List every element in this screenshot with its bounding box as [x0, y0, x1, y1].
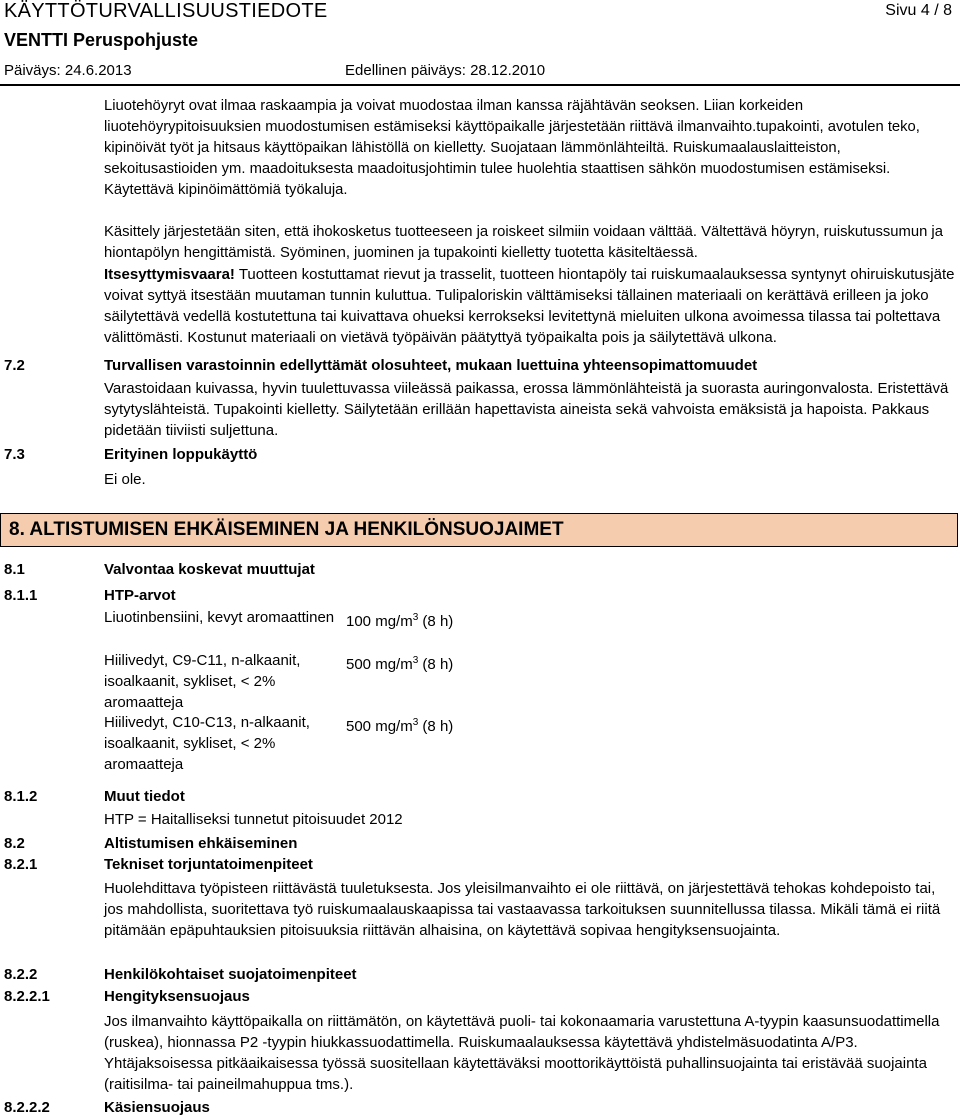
- handling-paragraph-3: [104, 264, 956, 348]
- product-name: VENTTI Peruspohjuste: [4, 30, 199, 50]
- section-number: 8.1: [4, 561, 25, 578]
- respiratory-protection-text: Jos ilmanvaihto käyttöpaikalla on riittämätön, on käytettävä puoli- tai kokonaamaria varustettuna A-tyypin kaasunsuodattimella (ruskea), hionnassa P2 -tyypin hiukkassuodattimella. Ruiskumaalauksessa käytettävä yhdistelmäsuodatinta A/P3. Yhtäjaksoisessa pitkäaikaisessa työssä suositellaan käytettäväksi moottorikäyttöistä puhallinsuojainta tai eristävää suojainta (raitisilma- tai paineilmahuppua tms.).: [104, 1013, 940, 1093]
- technical-measures-text: Huolehdittava työpisteen riittävästä tuuletuksesta. Jos yleisilmanvaihto ei ole riittävä, on järjestettävä tehokas kohdepoisto tai, jos mahdollista, suoritettava työ ruiskumaalauskaapissa tai vastaavassa tarkoituksen suunnitellussa tilassa. Mikäli tämä ei riitä pitämään epäpuhtauksien pitoisuuksia riittävän alhaisina, on käytettävä sopivaa hengityksensuojainta.: [104, 880, 941, 939]
- document-title: KÄYTTÖTURVALLISUUSTIEDOTE: [4, 0, 328, 22]
- end-use-text: Ei ole.: [104, 471, 146, 488]
- section-number: 8.2.1: [4, 856, 38, 873]
- limit-value: 100 $mg/m^3$ (8 h): [346, 612, 454, 630]
- substance-name: Liuotinbensiini, kevyt aromaattinen: [104, 609, 335, 626]
- handling-paragraph-1: Liuotehöyryt ovat ilmaa raskaampia ja voivat muodostaa ilman kanssa räjähtävän seoksen. Liian korkeiden liuotehöyrypitoisuuksien muodostumisen estämiseksi käyttöpaikalle järjestetään riittävä ilmanvaihto.tupakointi, avotulen teko, kipinöivät työt ja hitsaus käyttöpaikan lähistöllä on kielletty. Suojataan lämmönlähteiltä. Ruiskumaalauslaitteiston, sekoitusastioiden ym. maadoituksesta maadoitusjohtimin tulee huolehtia staattisen sähkön muodostumisen estämiseksi. Käytettävä kipinöimättömiä työkaluja.: [104, 98, 920, 198]
- handling-paragraph-2: Käsittely järjestetään siten, että ihokosketus tuotteeseen ja roiskeet silmiin voidaan välttää. Vältettävä höyryn, ruiskutussumun ja hiontapölyn hengittämistä. Syöminen, juominen ja tupakointi kielletty tuotetta käsiteltäessä.: [104, 224, 943, 261]
- section-heading: Altistumisen ehkäiseminen: [104, 835, 298, 852]
- self-ignition-warning: Itsesyttymisvaara!: [104, 266, 235, 283]
- section-number: 8.1.1: [4, 587, 38, 604]
- issue-date: Päiväys: 24.6.2013: [4, 62, 132, 79]
- section-number: 8.2.2.1: [4, 988, 50, 1005]
- section-heading: Valvontaa koskevat muuttujat: [104, 561, 315, 578]
- header-divider: [0, 84, 960, 86]
- section-heading: Erityinen loppukäyttö: [104, 446, 258, 463]
- section-number: 7.2: [4, 357, 25, 374]
- previous-date: Edellinen päiväys: 28.12.2010: [345, 62, 546, 79]
- limit-value: 500 $mg/m^3$ (8 h): [346, 655, 454, 673]
- section-heading: Hengityksensuojaus: [104, 988, 250, 1005]
- section-number: 8.1.2: [4, 788, 38, 805]
- section-heading: Käsiensuojaus: [104, 1099, 210, 1116]
- section-heading: Henkilökohtaiset suojatoimenpiteet: [104, 966, 357, 983]
- page-number: Sivu 4 / 8: [885, 2, 952, 19]
- section-number: 8.2: [4, 835, 25, 852]
- limit-value: 500 $mg/m^3$ (8 h): [346, 717, 454, 735]
- substance-name: Hiilivedyt, C10-C13, n-alkaanit, isoalkaanit, sykliset, < 2% aromaatteja: [104, 714, 310, 773]
- section-heading: Tekniset torjuntatoimenpiteet: [104, 856, 313, 873]
- section-number: 7.3: [4, 446, 25, 463]
- section-8-title: 8. ALTISTUMISEN EHKÄISEMINEN JA HENKILÖNSUOJAIMET: [9, 519, 564, 540]
- self-ignition-text: Tuotteen kostuttamat rievut ja trasselit, tuotteen hiontapöly tai ruiskumaalauksessa syntynyt ohiruiskutusjäte voivat syttyä itsestään muutaman tunnin kuluttua. Tulipaloriskin välttämiseksi tällainen materiaali on kerättävä erilleen ja joko säilytettävä vedellä kostutettuna tai kuivattava ohueksi kerrokseksi levitettynä mieluiten ulkona avoimessa tilassa tai poltettava välittömästi. Kostunut materiaali on vietävä työpäivän päätyttyä työpaikalta pois ja säilytettävä ulkona.: [104, 266, 955, 346]
- section-heading: HTP-arvot: [104, 587, 176, 604]
- section-heading: Turvallisen varastoinnin edellyttämät olosuhteet, mukaan luettuina yhteensopimattomuudet: [104, 357, 758, 374]
- storage-text: Varastoidaan kuivassa, hyvin tuulettuvassa viileässä paikassa, erossa lämmönlähteistä ja suorasta auringonvalosta. Eristettävä sytytyslähteistä. Tupakointi kielletty. Säilytetään erillään hapettavista aineista sekä vahvoista emäksistä ja hapoista. Pakkaus pidetään tiiviisti suljettuna.: [104, 380, 949, 439]
- substance-name: Hiilivedyt, C9-C11, n-alkaanit, isoalkaanit, sykliset, < 2% aromaatteja: [104, 652, 301, 711]
- section-number: 8.2.2: [4, 966, 38, 983]
- section-heading: Muut tiedot: [104, 788, 185, 805]
- section-number: 8.2.2.2: [4, 1099, 50, 1116]
- section-8-banner: [0, 513, 958, 547]
- other-info-text: HTP = Haitalliseksi tunnetut pitoisuudet 2012: [104, 811, 403, 828]
